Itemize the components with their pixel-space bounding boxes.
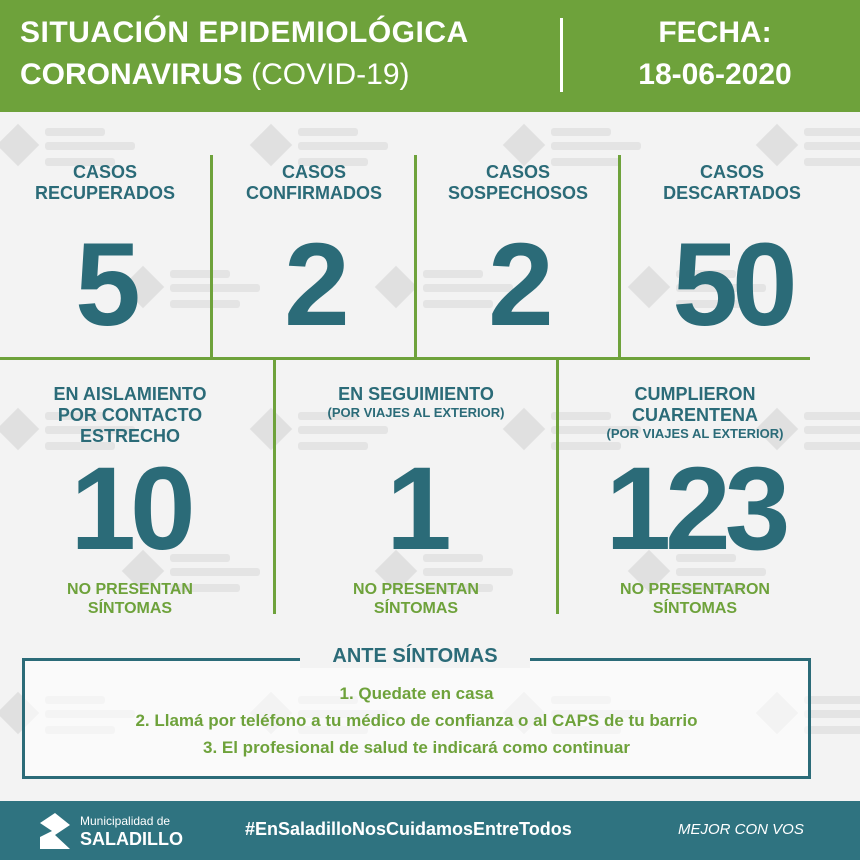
stat-value: 2: [284, 219, 344, 351]
stat-note: NO PRESENTARON: [620, 581, 770, 598]
stat-cuarentena: [580, 384, 810, 618]
watermark-logo-icon: [503, 124, 545, 166]
watermark-mark: [45, 128, 105, 136]
stat-label: CUMPLIERON CUARENTENA: [632, 384, 758, 425]
date-value: 18-06-2020: [638, 58, 792, 91]
watermark-mark: [804, 412, 860, 420]
divider: [556, 358, 559, 614]
stat-label: SOSPECHOSOS: [447, 183, 589, 203]
watermark-mark: [804, 142, 860, 150]
step: 1. Quedate en casa: [339, 684, 494, 703]
watermark-mark: [804, 726, 860, 734]
watermark-mark: [804, 426, 860, 434]
footer-muni: Municipalidad de: [80, 814, 171, 828]
stat-label: CASOS: [485, 162, 550, 182]
stat-note: SÍNTOMAS: [373, 600, 459, 617]
date-label: FECHA:: [658, 16, 772, 49]
stat-value: 1: [386, 443, 446, 575]
step: 2. Llamá por teléfono a tu médico de confianza o al CAPS de tu barrio: [135, 711, 698, 730]
watermark-mark: [298, 142, 388, 150]
stat-note: NO PRESENTAN: [353, 581, 479, 598]
watermark-logo-icon: [250, 124, 292, 166]
stat-label: CASOS: [72, 162, 137, 182]
divider: [414, 155, 417, 358]
stat-descartados: [622, 162, 842, 351]
header: [0, 0, 860, 112]
stat-label: CASOS: [281, 162, 346, 182]
stat-value: 50: [672, 219, 792, 351]
step: 3. El profesional de salud te indicará como continuar: [203, 738, 630, 757]
stat-seguimiento: [276, 384, 556, 618]
stat-sub: (POR VIAJES AL EXTERIOR): [606, 426, 784, 441]
watermark-mark: [804, 128, 860, 136]
stat-label: RECUPERADOS: [34, 183, 176, 203]
watermark-mark: [45, 142, 135, 150]
divider: [0, 357, 810, 360]
saladillo-logo-icon: [40, 813, 70, 849]
stat-value: 2: [488, 219, 548, 351]
stat-aislamiento: [30, 384, 230, 618]
stat-value: 10: [70, 443, 190, 575]
stat-label: EN SEGUIMIENTO: [338, 384, 494, 404]
title-coronavirus: CORONAVIRUS: [20, 58, 243, 91]
divider: [618, 155, 621, 358]
title-line2: [20, 58, 410, 92]
watermark-mark: [551, 128, 611, 136]
stat-note: SÍNTOMAS: [87, 600, 173, 617]
stat-recuperados: [0, 162, 210, 351]
watermark-logo-icon: [756, 124, 798, 166]
stat-value: 123: [605, 443, 785, 575]
stat-label: DESCARTADOS: [663, 183, 801, 203]
footer: [0, 801, 860, 860]
steps-list: [22, 680, 811, 761]
watermark-logo-icon: [0, 124, 39, 166]
footer-hashtag: #EnSaladilloNosCuidamosEntreTodos: [245, 819, 572, 839]
stat-label: EN AISLAMIENTO POR CONTACTO ESTRECHO: [53, 384, 207, 446]
header-divider: [560, 18, 563, 92]
stat-sub: (POR VIAJES AL EXTERIOR): [327, 405, 505, 420]
title-covid: (COVID-19): [251, 58, 410, 91]
stat-note: SÍNTOMAS: [652, 600, 738, 617]
stat-label: CASOS: [699, 162, 764, 182]
watermark-mark: [551, 142, 641, 150]
stat-sospechosos: [418, 162, 618, 351]
footer-saladillo: SALADILLO: [80, 829, 183, 849]
stat-label: CONFIRMADOS: [246, 183, 382, 203]
watermark-mark: [804, 696, 860, 704]
ante-sintomas-title: ANTE SÍNTOMAS: [300, 645, 530, 668]
footer-slogan: MEJOR CON VOS: [678, 821, 804, 838]
watermark-mark: [298, 128, 358, 136]
watermark-mark: [804, 442, 860, 450]
divider: [210, 155, 213, 358]
watermark-mark: [804, 710, 860, 718]
stat-value: 5: [75, 219, 135, 351]
title-line1: SITUACIÓN EPIDEMIOLÓGICA: [20, 16, 469, 49]
stat-note: NO PRESENTAN: [67, 581, 193, 598]
stat-confirmados: [214, 162, 414, 351]
